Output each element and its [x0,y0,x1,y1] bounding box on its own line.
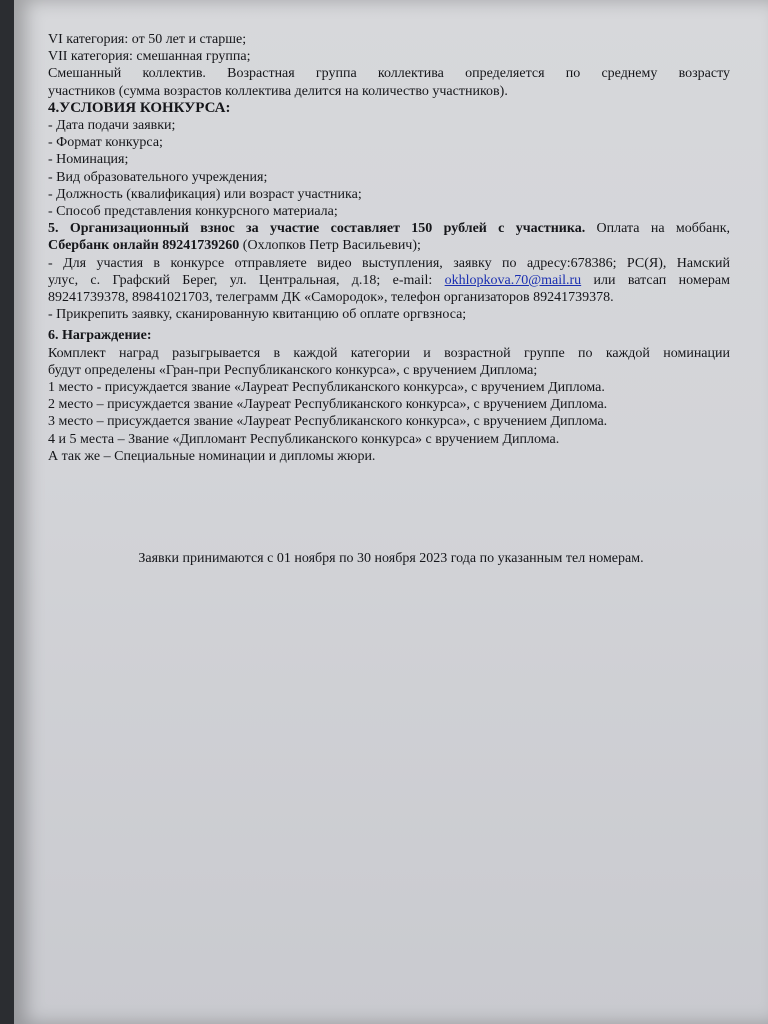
special-nominations-line: А так же – Специальные номинации и дипломы жюри. [48,448,376,464]
condition-item: - Способ представления конкурсного материала; [48,204,338,220]
section-5-fee-text: 5. Организационный взнос за участие составляет 150 рублей с участника. [48,221,586,237]
section-4-heading: 4.УСЛОВИЯ КОНКУРСА: [48,99,231,116]
place-2-line: 2 место – присуждается звание «Лауреат Республиканского конкурса», с вручением Диплома. [48,397,608,413]
bank-number: Сбербанк онлайн 89241739260 [48,238,240,254]
condition-item: - Вид образовательного учреждения; [48,169,268,185]
awards-line-1: Комплект наград разыгрывается в каждой категории и возрастной группе по каждой номинации [48,345,730,361]
section-5-heading-line [48,220,730,237]
condition-item: - Номинация; [48,152,129,168]
bank-line [48,237,730,254]
awards-line-2: будут определены «Гран-при Республиканского конкурса», с вручением Диплома; [48,362,538,378]
section-5-payment-text: Оплата на моббанк, [585,221,730,237]
category-vi-line: VI категория: от 50 лет и старше; [48,32,247,47]
mixed-collective-line-2: участников (сумма возрастов коллектива делится на количество участников). [48,83,508,99]
video-line-2 [48,272,730,289]
mixed-collective-line-1: Смешанный коллектив. Возрастная группа коллектива определяется по среднему возрасту [48,66,730,82]
place-1-line: 1 место - присуждается звание «Лауреат Республиканского конкурса», с вручением Диплома. [48,380,605,396]
condition-item: - Дата подачи заявки; [48,118,176,134]
place-4-5-line: 4 и 5 места – Звание «Дипломант Республиканского конкурса» с вручением Диплома. [48,431,560,447]
section-6-heading: 6. Награждение: [48,328,152,344]
attach-line: - Прикрепить заявку, сканированную квитанцию об оплате оргвзноса; [48,307,467,323]
email-link[interactable]: okhlopkova.70@mail.ru [444,272,582,288]
place-3-line: 3 место – присуждается звание «Лауреат Республиканского конкурса», с вручением Диплома. [48,414,608,430]
phones-line: 89241739378, 89841021703, телеграмм ДК «Самородок», телефон организаторов 89241739378. [48,290,614,306]
category-vii-line: VII категория: смешанная группа; [48,49,251,65]
document-page [14,0,768,1024]
video-line-1: - Для участия в конкурсе отправляете видео выступления, заявку по адресу:678386; РС(Я), Намский [48,255,730,271]
condition-item: - Формат конкурса; [48,135,163,151]
deadline-note: Заявки принимаются с 01 ноября по 30 ноября 2023 года по указанным тел номерам. [138,551,644,566]
address-text: улус, с. Графский Берег, ул. Центральная, д.18; e-mail: [48,272,445,288]
whatsapp-text: или ватсап номерам [581,272,730,288]
bank-holder: (Охлопков Петр Васильевич); [239,238,421,254]
condition-item: - Должность (квалификация) или возраст участника; [48,186,362,202]
document-body [48,31,730,465]
